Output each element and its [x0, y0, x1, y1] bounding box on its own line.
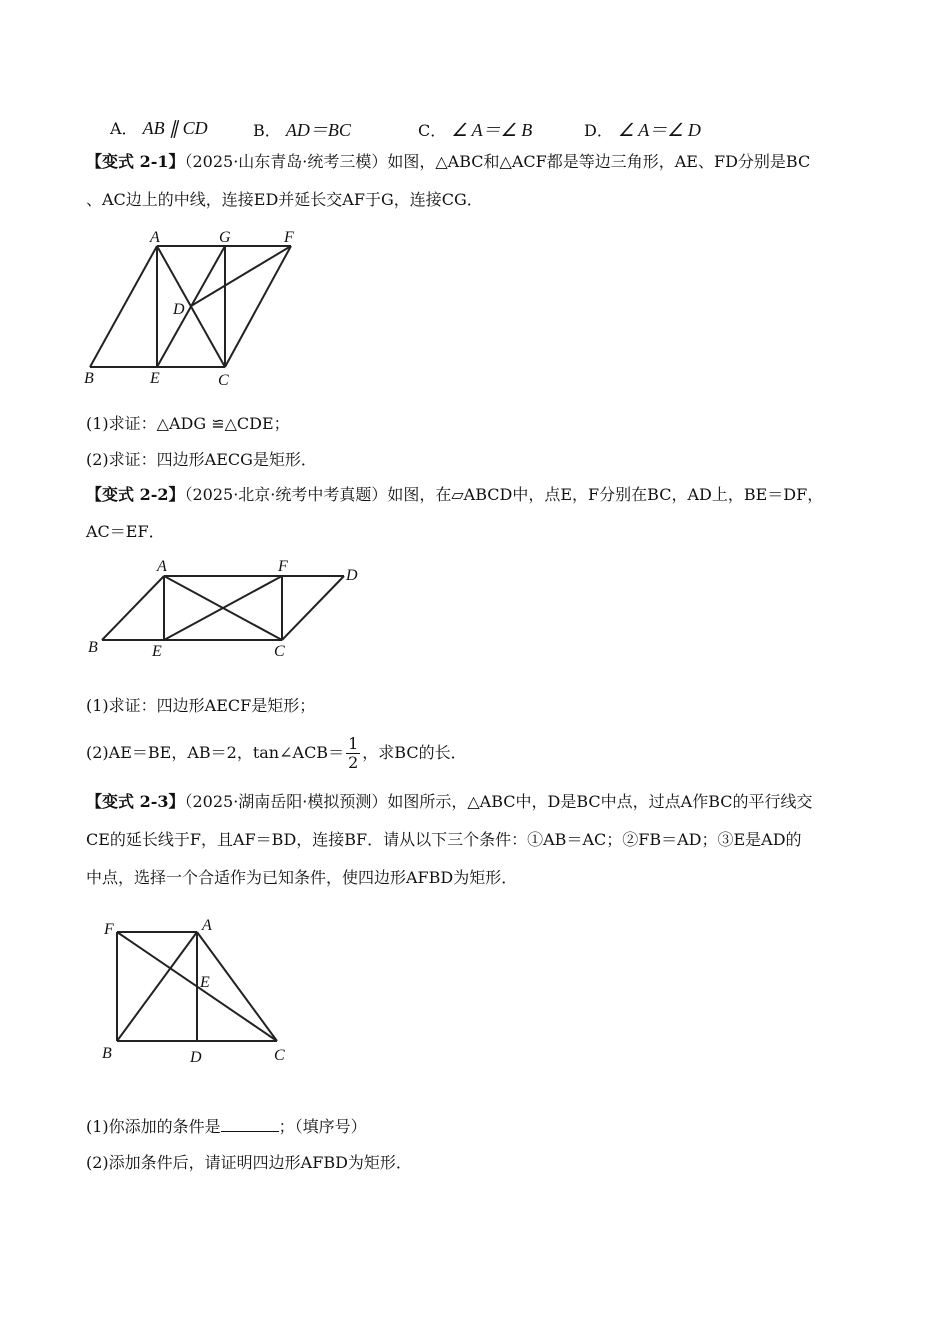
label-a: A — [202, 917, 212, 934]
segment-fd — [191, 246, 291, 306]
v23-text1: （2025·湖南岳阳·模拟预测）如图所示，△ABC中，D是BC中点，过点A作BC的平行线交 — [184, 792, 813, 811]
answer-blank[interactable] — [221, 1117, 279, 1132]
label-b: B — [102, 1045, 112, 1062]
v22-q1: (1)求证：四边形AECF是矩形； — [86, 696, 316, 715]
option-b-prefix: B． — [253, 121, 281, 140]
option-d — [584, 116, 701, 142]
option-d-expr: ∠ A＝∠ D — [617, 120, 701, 140]
v21-q1: (1)求证：△ADG ≌△CDE； — [86, 414, 290, 433]
label-d: D — [346, 567, 358, 584]
option-b-expr: AD＝BC — [285, 120, 351, 140]
label-a: A — [157, 558, 167, 575]
fraction-denominator: 2 — [348, 753, 359, 772]
segment-ba — [117, 932, 197, 1041]
v22-q2 — [86, 733, 467, 773]
label-g: G — [219, 229, 231, 246]
v23-q1 — [86, 1117, 367, 1137]
v22-q2-post: ，求BC的长． — [362, 743, 467, 762]
option-c-expr: ∠ A＝∠ B — [451, 120, 533, 140]
option-a-prefix: A． — [110, 119, 138, 138]
label-f: F — [104, 921, 114, 938]
label-b: B — [84, 370, 94, 387]
v22-line1 — [86, 485, 823, 505]
fraction-numerator: 1 — [348, 734, 359, 753]
v21-figure — [80, 226, 310, 392]
label-f: F — [284, 229, 294, 246]
v23-q2: (2)添加条件后，请证明四边形AFBD为矩形． — [86, 1153, 412, 1172]
label-a: A — [150, 229, 160, 246]
option-d-prefix: D． — [584, 121, 613, 140]
option-a-expr: AB ∥ CD — [142, 118, 208, 138]
segment-dc — [282, 576, 344, 640]
v22-line2: AC＝EF． — [86, 522, 165, 541]
v23-q1-pre: (1)你添加的条件是 — [86, 1117, 221, 1136]
label-e: E — [152, 643, 162, 660]
label-e: E — [200, 974, 210, 991]
label-c: C — [274, 1047, 285, 1064]
label-d: D — [190, 1049, 202, 1066]
segment-ab — [90, 246, 157, 367]
option-c — [418, 116, 532, 142]
v22-q2-pre: (2)AE＝BE，AB＝2，tan∠ACB＝ — [86, 743, 345, 762]
segment-ab — [102, 576, 164, 640]
v21-q2: (2)求证：四边形AECG是矩形． — [86, 450, 317, 469]
segment-fc — [225, 246, 291, 367]
v21-line2: 、AC边上的中线，连接ED并延长交AF于G，连接CG． — [86, 190, 483, 209]
v23-line3: 中点，选择一个合适作为已知条件，使四边形AFBD为矩形． — [86, 868, 518, 887]
v23-figure — [96, 912, 296, 1072]
v21-text1: （2025·山东青岛·统考三模）如图，△ABC和△ACF都是等边三角形，AE、FD分别是BC — [184, 152, 811, 171]
label-c: C — [218, 372, 229, 389]
option-b — [253, 116, 351, 142]
v23-tag: 【变式 2-3】 — [86, 792, 185, 811]
label-c: C — [274, 643, 285, 660]
label-d: D — [173, 301, 185, 318]
label-b: B — [88, 639, 98, 656]
v23-line2: CE的延长线于F，且AF＝BD，连接BF．请从以下三个条件：①AB＝AC；②FB＝AD；③E是AD的 — [86, 830, 802, 849]
v21-line1 — [86, 152, 810, 172]
v23-q1-post: ；（填序号） — [278, 1117, 367, 1136]
v23-line1 — [86, 792, 813, 812]
label-e: E — [150, 370, 160, 387]
v21-tag: 【变式 2-1】 — [86, 152, 185, 171]
fraction-one-half — [346, 735, 360, 772]
v22-tag: 【变式 2-2】 — [86, 485, 185, 504]
v22-text1: （2025·北京·统考中考真题）如图，在▱ABCD中，点E，F分别在BC，AD上，BE＝DF， — [184, 485, 824, 504]
option-a — [110, 116, 208, 139]
label-f: F — [278, 558, 288, 575]
option-c-prefix: C． — [418, 121, 447, 140]
v22-figure — [80, 556, 370, 666]
